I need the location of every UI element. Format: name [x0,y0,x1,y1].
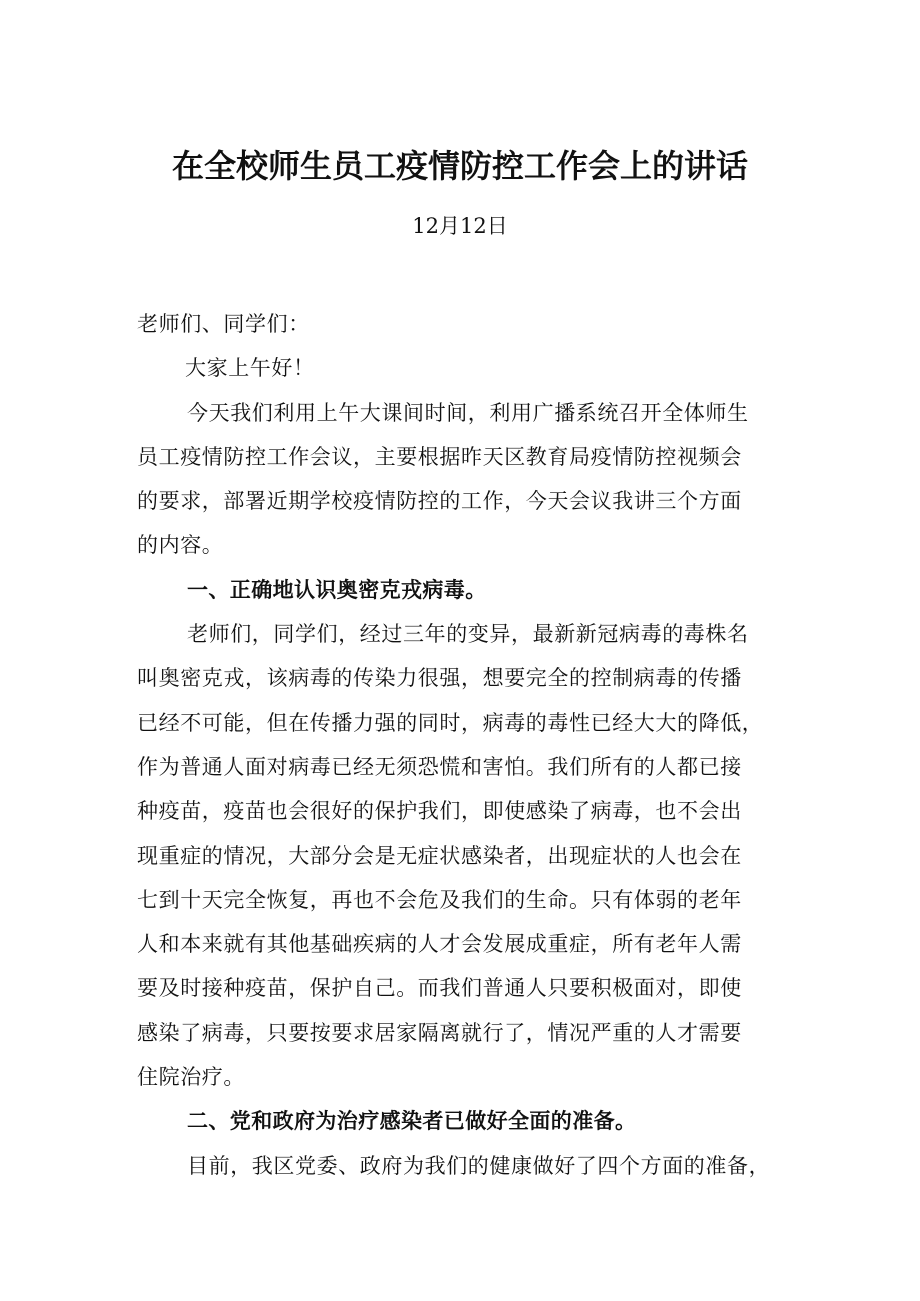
section2-paragraph [137,1144,797,1188]
text-line: 现重症的情况，大部分会是无症状感染者，出现症状的人也会在 [137,843,742,868]
text-line: 已经不可能，但在传播力强的同时，病毒的毒性已经大大的降低， [137,710,764,735]
greeting: 大家上午好！ [185,356,315,381]
document-date: 12月12日 [412,214,508,238]
section1-paragraph [137,612,797,1099]
text-line: 的内容。 [137,533,224,558]
text-line: 目前，我区党委、政府为我们的健康做好了四个方面的准备， [187,1153,771,1178]
section-heading-1: 一、正确地认识奥密克戎病毒。 [187,577,487,602]
salutation: 老师们、同学们： [137,312,310,336]
text-line: 老师们，同学们，经过三年的变异，最新新冠病毒的毒株名 [187,622,749,647]
document-title: 在全校师生员工疫情防控工作会上的讲话 [171,147,748,185]
text-line: 种疫苗，疫苗也会很好的保护我们，即使感染了病毒，也不会出 [137,799,742,824]
document-body [137,302,797,1188]
text-line: 感染了病毒，只要按要求居家隔离就行了，情况严重的人才需要 [137,1020,742,1045]
text-line: 作为普通人面对病毒已经无须恐慌和害怕。我们所有的人都已接 [137,754,742,779]
text-line: 叫奥密克戎，该病毒的传染力很强，想要完全的控制病毒的传播 [137,666,742,691]
text-line: 今天我们利用上午大课间时间，利用广播系统召开全体师生 [187,400,749,425]
intro-paragraph [137,391,797,568]
section-heading-2: 二、党和政府为治疗感染者已做好全面的准备。 [187,1109,637,1134]
text-line: 的要求，部署近期学校疫情防控的工作，今天会议我讲三个方面 [137,489,742,514]
text-line: 住院治疗。 [137,1065,245,1090]
text-line: 要及时接种疫苗，保护自己。而我们普通人只要积极面对，即使 [137,976,742,1001]
text-line: 人和本来就有其他基础疾病的人才会发展成重症，所有老年人需 [137,932,742,957]
text-line: 员工疫情防控工作会议，主要根据昨天区教育局疫情防控视频会 [137,444,742,469]
text-line: 七到十天完全恢复，再也不会危及我们的生命。只有体弱的老年 [137,887,742,912]
